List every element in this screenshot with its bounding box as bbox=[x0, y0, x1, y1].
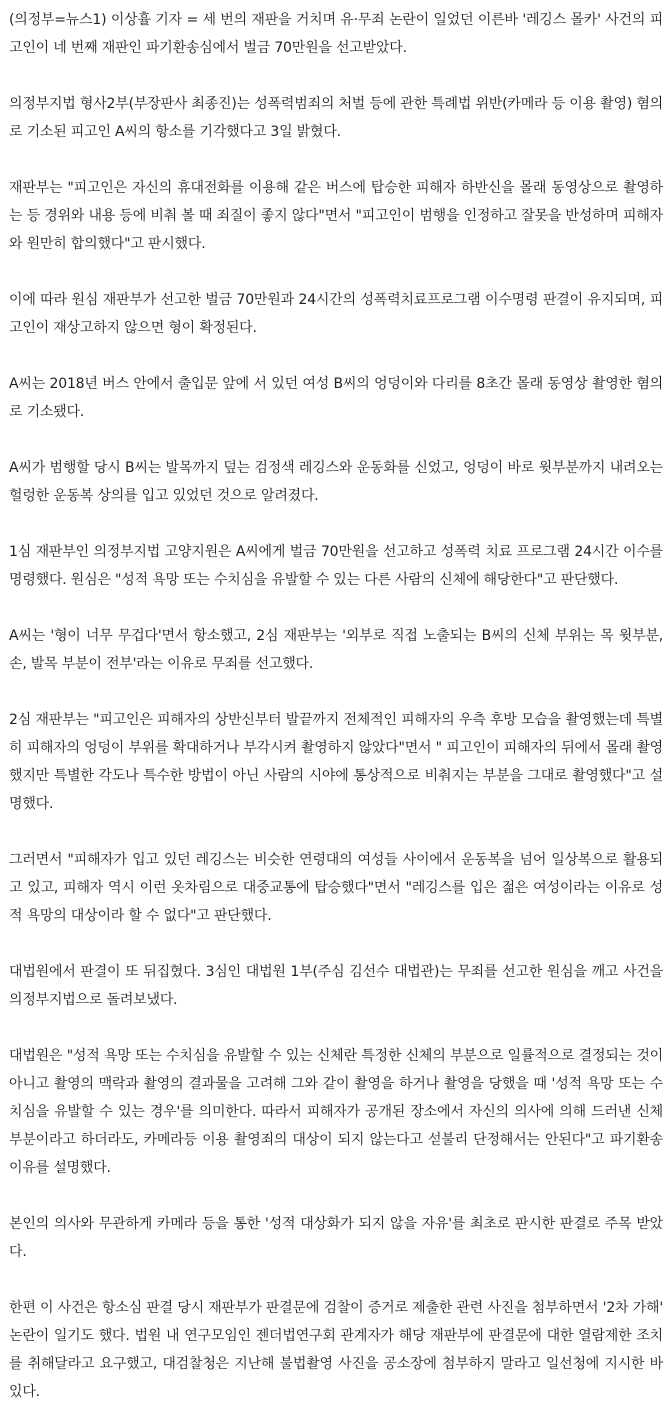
paragraph-appeal-ruling: 의정부지법 형사2부(부장판사 최종진)는 성폭력범죄의 처벌 등에 관한 특례법 위반(카메라 등 이용 촬영) 혐의로 기소된 피고인 A씨의 항소를 기각했다고 3일 밝혔다. bbox=[9, 96, 663, 140]
paragraph-court-statement: 재판부는 "피고인은 자신의 휴대전화를 이용해 같은 버스에 탑승한 피해자 하반신을 몰래 동영상으로 촬영하는 등 경위와 내용 등에 비춰 볼 때 죄질이 좋지 않다"면서 "피고인이 범행을 인정하고 잘못을 반성하며 피해자와 원만히 합의했다"고 판시했다. bbox=[9, 180, 663, 252]
paragraph-first-trial: 1심 재판부인 의정부지법 고양지원은 A씨에게 벌금 70만원을 선고하고 성폭력 치료 프로그램 24시간 이수를 명령했다. 원심은 "성적 욕망 또는 수치심을 유발할 수 있는 다른 사람의 신체에 해당한다"고 판단했다. bbox=[9, 544, 663, 588]
article-body bbox=[9, 6, 663, 1406]
paragraph-sentence-upheld: 이에 따라 원심 재판부가 선고한 벌금 70만원과 24시간의 성폭력치료프로그램 이수명령 판결이 유지되며, 피고인이 재상고하지 않으면 형이 확정된다. bbox=[9, 292, 663, 336]
paragraph-clothing: A씨가 범행할 당시 B씨는 발목까지 덮는 검정색 레깅스와 운동화를 신었고, 엉덩이 바로 윗부분까지 내려오는 헐렁한 운동복 상의를 입고 있었던 것으로 알려졌다. bbox=[9, 460, 663, 504]
paragraph-lead: (의정부=뉴스1) 이상휼 기자 = 세 번의 재판을 거치며 유·무죄 논란이 일었던 이른바 '레깅스 몰카' 사건의 피고인이 네 번째 재판인 파기환송심에서 벌금 70만원을 선고받았다. bbox=[9, 12, 663, 56]
paragraph-supreme-court-reasoning: 대법원은 "성적 욕망 또는 수치심을 유발할 수 있는 신체란 특정한 신체의 부분으로 일률적으로 결정되는 것이 아니고 촬영의 맥락과 촬영의 결과물을 고려해 그와 같이 촬영을 하거나 촬영을 당했을 때 '성적 욕망 또는 수치심을 유발할 수 있는 경우'를 의미한다. 따라서 피해자가 공개된 장소에서 자신의 의사에 의해 드러낸 신체 부분이라고 하더라도, 카메라등 이용 촬영죄의 대상이 되지 않는다고 섣불리 단정해서는 안된다"고 파기환송 이유를 설명했다. bbox=[9, 1048, 663, 1176]
paragraph-secondary-harm: 한편 이 사건은 항소심 판결 당시 재판부가 판결문에 검찰이 증거로 제출한 관련 사진을 첨부하면서 '2차 가해' 논란이 일기도 했다. 법원 내 연구모임인 젠더법연구회 관계자가 해당 재판부에 판결문에 대한 열람제한 조치를 취해달라고 요구했고, 대검찰청은 지난해 불법촬영 사진을 공소장에 첨부하지 말라고 일선청에 지시한 바 있다. bbox=[9, 1300, 663, 1400]
paragraph-second-trial-reasoning: 2심 재판부는 "피고인은 피해자의 상반신부터 발끝까지 전체적인 피해자의 우측 후방 모습을 촬영했는데 특별히 피해자의 엉덩이 부위를 확대하거나 부각시켜 촬영하지 않았다"면서 " 피고인이 피해자의 뒤에서 몰래 촬영했지만 특별한 각도나 특수한 방법이 아닌 사람의 시야에 통상적으로 비춰지는 부분을 그대로 촬영했다"고 설명했다. bbox=[9, 712, 663, 812]
paragraph-charge: A씨는 2018년 버스 안에서 출입문 앞에 서 있던 여성 B씨의 엉덩이와 다리를 8초간 몰래 동영상 촬영한 혐의로 기소됐다. bbox=[9, 376, 663, 420]
paragraph-second-trial: A씨는 '형이 너무 무겁다'면서 항소했고, 2심 재판부는 '외부로 직접 노출되는 B씨의 신체 부위는 목 윗부분, 손, 발목 부분이 전부'라는 이유로 무죄를 선고했다. bbox=[9, 628, 663, 672]
paragraph-significance: 본인의 의사와 무관하게 카메라 등을 통한 '성적 대상화가 되지 않을 자유'를 최초로 판시한 판결로 주목 받았다. bbox=[9, 1216, 663, 1260]
paragraph-leggings-reasoning: 그러면서 "피해자가 입고 있던 레깅스는 비슷한 연령대의 여성들 사이에서 운동복을 넘어 일상복으로 활용되고 있고, 피해자 역시 이런 옷차림으로 대중교통에 탑승했다"면서 "레깅스를 입은 젊은 여성이라는 이유로 성적 욕망의 대상이라 할 수 없다"고 판단했다. bbox=[9, 852, 663, 924]
paragraph-supreme-court: 대법원에서 판결이 또 뒤집혔다. 3심인 대법원 1부(주심 김선수 대법관)는 무죄를 선고한 원심을 깨고 사건을 의정부지법으로 돌려보냈다. bbox=[9, 964, 663, 1008]
